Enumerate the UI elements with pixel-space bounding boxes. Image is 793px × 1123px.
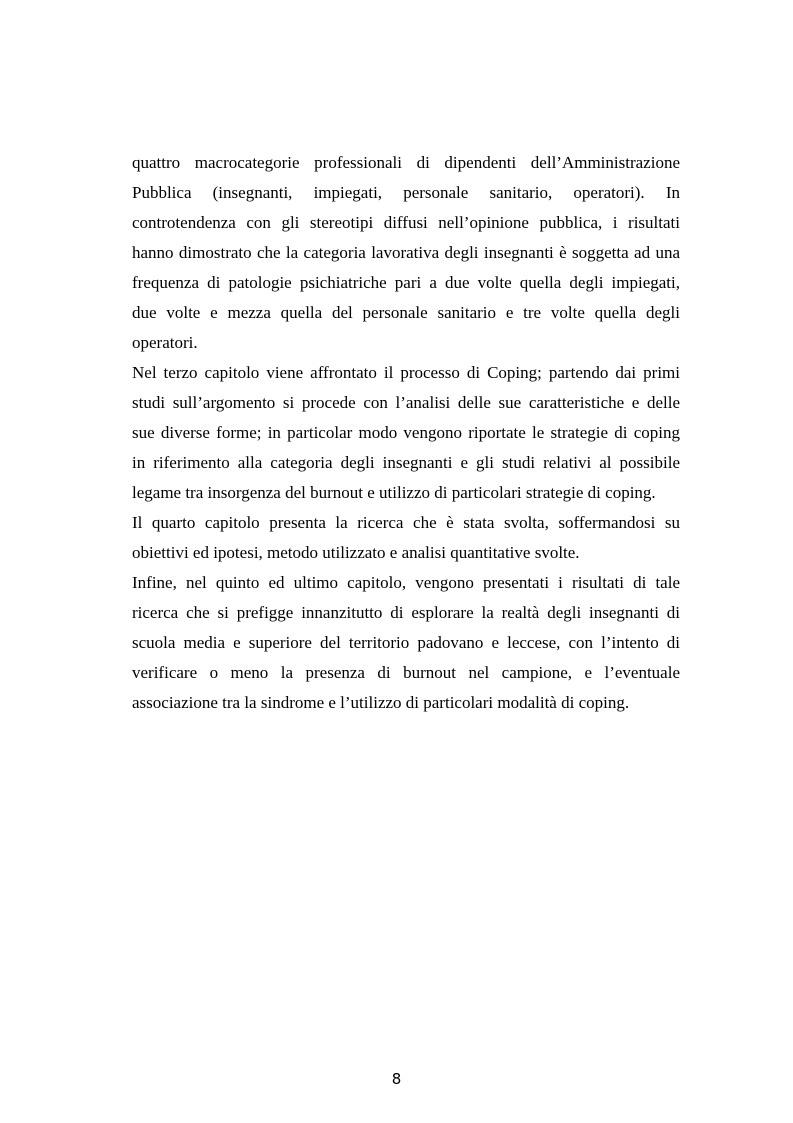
- text-line: Pubblica (insegnanti, impiegati, personale sanitario, operatori). In: [132, 183, 680, 202]
- text-line: controtendenza con gli stereotipi diffusi nell’opinione pubblica, i risultati: [132, 213, 680, 232]
- text-line: frequenza di patologie psichiatriche pari a due volte quella degli impiegati,: [132, 273, 680, 292]
- text-line: verificare o meno la presenza di burnout nel campione, e l’eventuale: [132, 663, 680, 682]
- text-line: quattro macrocategorie professionali di dipendenti dell’Amministrazione: [132, 153, 680, 172]
- text-line: scuola media e superiore del territorio padovano e leccese, con l’intento di: [132, 633, 680, 652]
- text-line: in riferimento alla categoria degli insegnanti e gli studi relativi al possibile: [132, 453, 680, 472]
- text-line: due volte e mezza quella del personale sanitario e tre volte quella degli: [132, 303, 680, 322]
- page-number: 8: [391, 1070, 402, 1088]
- body-text: [132, 148, 680, 718]
- paragraph-3: [132, 508, 680, 568]
- text-line: studi sull’argomento si procede con l’analisi delle sue caratteristiche e delle: [132, 393, 680, 412]
- paragraph-1: [132, 148, 680, 358]
- text-line: Nel terzo capitolo viene affrontato il processo di Coping; partendo dai primi: [132, 363, 680, 382]
- text-line: obiettivi ed ipotesi, metodo utilizzato e analisi quantitative svolte.: [132, 543, 580, 562]
- text-line: ricerca che si prefigge innanzitutto di esplorare la realtà degli insegnanti di: [132, 603, 680, 622]
- text-line: associazione tra la sindrome e l’utilizzo di particolari modalità di coping.: [132, 693, 630, 712]
- text-line: hanno dimostrato che la categoria lavorativa degli insegnanti è soggetta ad una: [132, 243, 680, 262]
- text-line: Il quarto capitolo presenta la ricerca che è stata svolta, soffermandosi su: [132, 513, 680, 532]
- paragraph-2: [132, 358, 680, 508]
- text-line: Infine, nel quinto ed ultimo capitolo, vengono presentati i risultati di tale: [132, 573, 680, 592]
- text-line: sue diverse forme; in particolar modo vengono riportate le strategie di coping: [132, 423, 680, 442]
- paragraph-4: [132, 568, 680, 718]
- text-line: operatori.: [132, 333, 198, 352]
- text-line: legame tra insorgenza del burnout e utilizzo di particolari strategie di coping.: [132, 483, 656, 502]
